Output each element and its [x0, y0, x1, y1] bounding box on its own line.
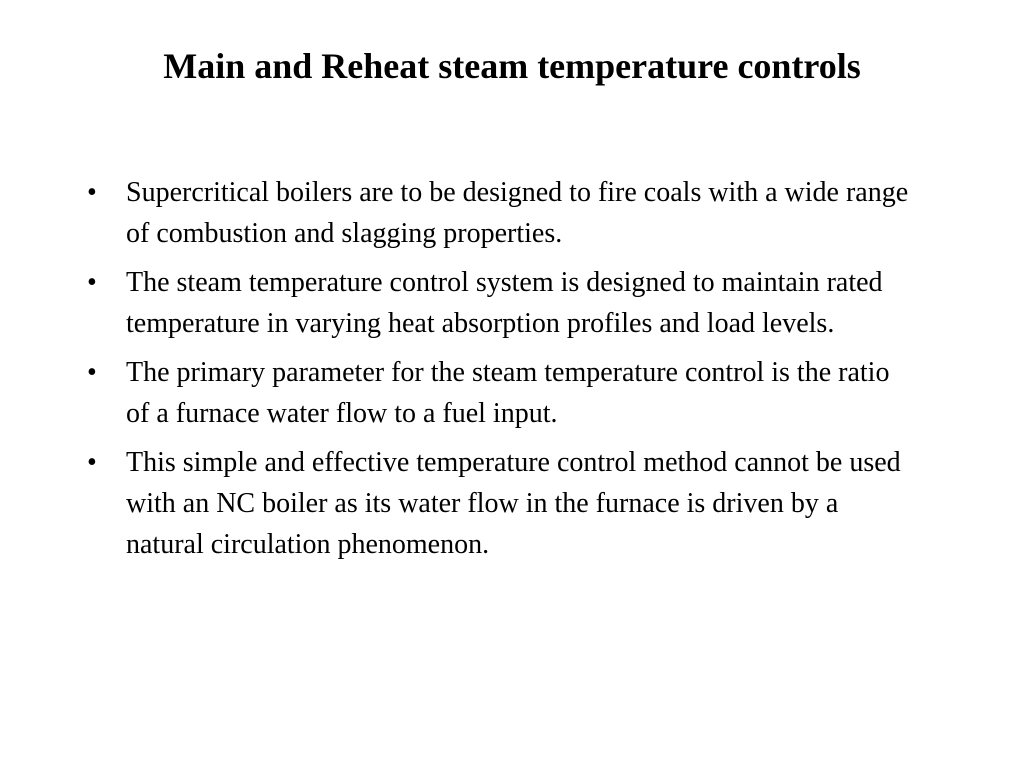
bullet-text: The primary parameter for the steam temperature control is the ratio of a furnace water flow to a fuel input. — [126, 357, 890, 429]
bullet-text: Supercritical boilers are to be designed to fire coals with a wide range of combustion and slagging properties. — [126, 177, 909, 249]
bullet-point-icon: • — [87, 447, 97, 478]
bullet-item — [87, 442, 917, 565]
bullet-text: The steam temperature control system is designed to maintain rated temperature in varying heat absorption profiles and load levels. — [126, 267, 883, 339]
bullet-point-icon: • — [87, 267, 97, 298]
bullet-list — [87, 172, 917, 573]
bullet-point-icon: • — [87, 177, 97, 208]
slide-title: Main and Reheat steam temperature controls — [163, 46, 861, 86]
bullet-item — [87, 262, 917, 344]
bullet-text: This simple and effective temperature control method cannot be used with an NC boiler as its water flow in the furnace is driven by a natural circulation phenomenon. — [126, 447, 901, 560]
bullet-item — [87, 352, 917, 434]
bullet-point-icon: • — [87, 357, 97, 388]
bullet-item — [87, 172, 917, 254]
